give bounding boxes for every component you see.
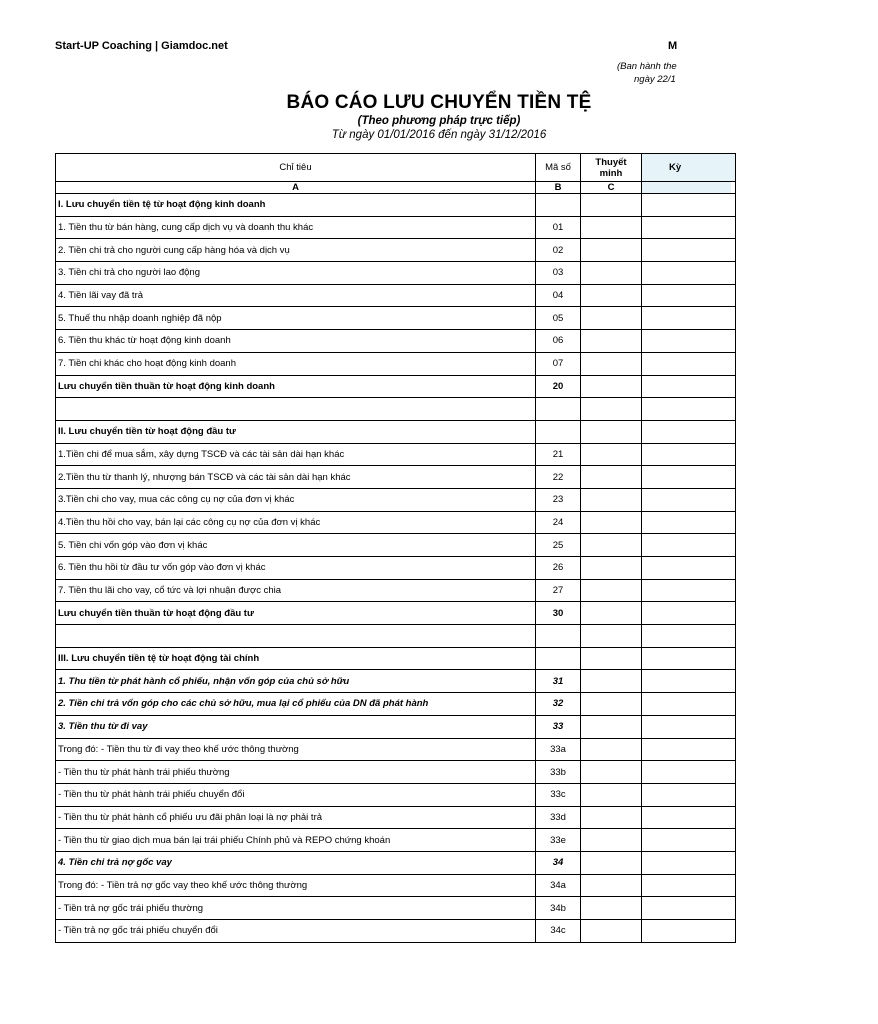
row-code-cell[interactable]: 34b: [536, 897, 581, 920]
row-note-cell[interactable]: [581, 874, 642, 897]
row-note-cell[interactable]: [581, 693, 642, 716]
header-ky[interactable]: Kỳ: [642, 154, 736, 182]
row-note-cell[interactable]: [581, 216, 642, 239]
row-note-cell[interactable]: [581, 330, 642, 353]
row-note-cell[interactable]: [581, 511, 642, 534]
row-label-cell[interactable]: - Tiền thu từ phát hành cổ phiếu ưu đãi phân loại là nợ phải trả: [56, 806, 536, 829]
letter-b[interactable]: B: [536, 182, 581, 194]
table-row: [56, 783, 736, 806]
row-label-cell[interactable]: 1.Tiền chi để mua sắm, xây dựng TSCĐ và các tài sản dài hạn khác: [56, 443, 536, 466]
row-value-cell[interactable]: [642, 715, 736, 738]
letter-a[interactable]: A: [56, 182, 536, 194]
row-label-cell[interactable]: I. Lưu chuyển tiền tệ từ hoạt động kinh doanh: [56, 194, 536, 217]
row-code-cell[interactable]: 04: [536, 284, 581, 307]
row-label-cell[interactable]: III. Lưu chuyển tiền tệ từ hoạt động tài chính: [56, 647, 536, 670]
row-value-cell[interactable]: [642, 874, 736, 897]
row-label-cell[interactable]: 6. Tiền thu khác từ hoạt động kinh doanh: [56, 330, 536, 353]
row-note-cell[interactable]: [581, 443, 642, 466]
row-note-cell[interactable]: [581, 262, 642, 285]
row-code-cell[interactable]: 32: [536, 693, 581, 716]
row-note-cell[interactable]: [581, 239, 642, 262]
row-label-cell[interactable]: - Tiền thu từ phát hành trái phiếu chuyển đổi: [56, 783, 536, 806]
table-letter-row: [56, 182, 736, 194]
row-code-cell[interactable]: 34c: [536, 920, 581, 943]
table-row: [56, 647, 736, 670]
row-value-cell[interactable]: [642, 534, 736, 557]
row-label-cell[interactable]: 3. Tiền chi trả cho người lao động: [56, 262, 536, 285]
row-label-cell[interactable]: - Tiền trả nợ gốc trái phiếu thường: [56, 897, 536, 920]
report-title: BÁO CÁO LƯU CHUYỂN TIỀN TỆ: [286, 92, 592, 113]
row-value-cell[interactable]: [642, 602, 736, 625]
table-row: [56, 715, 736, 738]
row-label-cell[interactable]: II. Lưu chuyển tiền từ hoạt động đầu tư: [56, 420, 536, 443]
row-value-cell[interactable]: [642, 420, 736, 443]
row-label-cell[interactable]: Lưu chuyển tiền thuần từ hoạt động đầu tư: [56, 602, 536, 625]
row-code-cell[interactable]: 23: [536, 488, 581, 511]
row-value-cell[interactable]: [642, 783, 736, 806]
row-label-cell[interactable]: 4. Tiền lãi vay đã trả: [56, 284, 536, 307]
row-label-cell[interactable]: 7. Tiền chi khác cho hoạt động kinh doanh: [56, 352, 536, 375]
row-code-cell[interactable]: 21: [536, 443, 581, 466]
table-header-row: [56, 154, 736, 182]
row-label-cell[interactable]: 5. Tiền chi vốn góp vào đơn vị khác: [56, 534, 536, 557]
row-label-cell[interactable]: 2. Tiền chi trả cho người cung cấp hàng hóa và dịch vụ: [56, 239, 536, 262]
row-code-cell[interactable]: 31: [536, 670, 581, 693]
row-value-cell[interactable]: [642, 920, 736, 943]
table-row: [56, 761, 736, 784]
row-label-cell[interactable]: [56, 398, 536, 421]
row-code-cell[interactable]: 34: [536, 851, 581, 874]
row-label-cell[interactable]: 7. Tiền thu lãi cho vay, cổ tức và lợi nhuận được chia: [56, 579, 536, 602]
row-value-cell[interactable]: [642, 851, 736, 874]
table-row: [56, 488, 736, 511]
row-value-cell[interactable]: [642, 466, 736, 489]
row-note-cell[interactable]: [581, 488, 642, 511]
row-code-cell[interactable]: [536, 398, 581, 421]
row-label-cell[interactable]: 1. Thu tiền từ phát hành cổ phiếu, nhận vốn góp của chủ sở hữu: [56, 670, 536, 693]
row-code-cell[interactable]: 30: [536, 602, 581, 625]
row-note-cell[interactable]: [581, 783, 642, 806]
row-note-cell[interactable]: [581, 851, 642, 874]
letter-c[interactable]: C: [581, 182, 642, 194]
row-label-cell[interactable]: 5. Thuế thu nhập doanh nghiệp đã nộp: [56, 307, 536, 330]
table-row: [56, 443, 736, 466]
row-code-cell[interactable]: 24: [536, 511, 581, 534]
header-thuyet-minh[interactable]: Thuyết minh: [581, 154, 642, 182]
row-label-cell[interactable]: 4. Tiền chi trả nợ gốc vay: [56, 851, 536, 874]
row-code-cell[interactable]: 33d: [536, 806, 581, 829]
row-label-cell[interactable]: - Tiền thu từ giao dịch mua bán lại trái phiếu Chính phủ và REPO chứng khoán: [56, 829, 536, 852]
row-label-cell[interactable]: Lưu chuyển tiền thuần từ hoạt động kinh doanh: [56, 375, 536, 398]
table-row: [56, 375, 736, 398]
table-row: [56, 511, 736, 534]
row-label-cell[interactable]: 3.Tiền chi cho vay, mua các công cụ nợ của đơn vị khác: [56, 488, 536, 511]
table-row: [56, 262, 736, 285]
row-code-cell[interactable]: [536, 625, 581, 648]
row-note-cell[interactable]: [581, 920, 642, 943]
row-note-cell[interactable]: [581, 761, 642, 784]
table-row: [56, 670, 736, 693]
row-note-cell[interactable]: [581, 625, 642, 648]
issuance-note-line1: (Ban hành the: [617, 61, 677, 72]
row-label-cell[interactable]: 3. Tiền thu từ đi vay: [56, 715, 536, 738]
row-code-cell[interactable]: 01: [536, 216, 581, 239]
row-note-cell[interactable]: [581, 307, 642, 330]
row-code-cell[interactable]: 33e: [536, 829, 581, 852]
row-label-cell[interactable]: 1. Tiền thu từ bán hàng, cung cấp dịch vụ và doanh thu khác: [56, 216, 536, 239]
row-note-cell[interactable]: [581, 670, 642, 693]
row-value-cell[interactable]: [642, 398, 736, 421]
table-row: [56, 534, 736, 557]
row-code-cell[interactable]: 34a: [536, 874, 581, 897]
row-value-cell[interactable]: [642, 488, 736, 511]
row-note-cell[interactable]: [581, 897, 642, 920]
row-note-cell[interactable]: [581, 579, 642, 602]
row-code-cell[interactable]: 02: [536, 239, 581, 262]
table-row: [56, 693, 736, 716]
row-note-cell[interactable]: [581, 352, 642, 375]
row-code-cell[interactable]: [536, 194, 581, 217]
row-code-cell[interactable]: 33b: [536, 761, 581, 784]
row-note-cell[interactable]: [581, 602, 642, 625]
row-label-cell[interactable]: 2. Tiền chi trả vốn góp cho các chủ sở hữu, mua lại cổ phiếu của DN đã phát hành: [56, 693, 536, 716]
table-row: [56, 194, 736, 217]
table-row: [56, 738, 736, 761]
row-code-cell[interactable]: [536, 420, 581, 443]
row-code-cell[interactable]: [536, 647, 581, 670]
row-code-cell[interactable]: 20: [536, 375, 581, 398]
row-code-cell[interactable]: 05: [536, 307, 581, 330]
row-note-cell[interactable]: [581, 194, 642, 217]
row-code-cell[interactable]: 26: [536, 557, 581, 580]
row-value-cell[interactable]: [642, 670, 736, 693]
table-row: [56, 307, 736, 330]
row-note-cell[interactable]: [581, 806, 642, 829]
row-value-cell[interactable]: [642, 216, 736, 239]
report-method: (Theo phương pháp trực tiếp): [357, 115, 521, 127]
row-note-cell[interactable]: [581, 647, 642, 670]
cash-flow-table: [55, 153, 736, 943]
row-code-cell[interactable]: 33a: [536, 738, 581, 761]
row-value-cell[interactable]: [642, 352, 736, 375]
row-note-cell[interactable]: [581, 420, 642, 443]
row-note-cell[interactable]: [581, 715, 642, 738]
row-label-cell[interactable]: Trong đó: - Tiền thu từ đi vay theo khế ước thông thường: [56, 738, 536, 761]
table-row: [56, 466, 736, 489]
row-label-cell[interactable]: [56, 625, 536, 648]
table-row: [56, 284, 736, 307]
row-value-cell[interactable]: [642, 284, 736, 307]
row-value-cell[interactable]: [642, 443, 736, 466]
header-chi-tieu[interactable]: Chỉ tiêu: [56, 154, 536, 182]
row-label-cell[interactable]: 2.Tiền thu từ thanh lý, nhượng bán TSCĐ và các tài sản dài hạn khác: [56, 466, 536, 489]
row-value-cell[interactable]: [642, 307, 736, 330]
row-label-cell[interactable]: - Tiền trả nợ gốc trái phiếu chuyển đổi: [56, 920, 536, 943]
table-row: [56, 625, 736, 648]
row-note-cell[interactable]: [581, 284, 642, 307]
row-label-cell[interactable]: 6. Tiền thu hồi từ đầu tư vốn góp vào đơn vị khác: [56, 557, 536, 580]
row-code-cell[interactable]: 33c: [536, 783, 581, 806]
row-value-cell[interactable]: [642, 194, 736, 217]
row-value-cell[interactable]: [642, 262, 736, 285]
row-value-cell[interactable]: [642, 829, 736, 852]
row-code-cell[interactable]: 06: [536, 330, 581, 353]
row-label-cell[interactable]: Trong đó: - Tiền trả nợ gốc vay theo khế ước thông thường: [56, 874, 536, 897]
row-note-cell[interactable]: [581, 829, 642, 852]
row-value-cell[interactable]: [642, 579, 736, 602]
row-value-cell[interactable]: [642, 738, 736, 761]
row-value-cell[interactable]: [642, 625, 736, 648]
company-header: Start-UP Coaching | Giamdoc.net: [55, 40, 228, 52]
table-row: [56, 602, 736, 625]
row-value-cell[interactable]: [642, 375, 736, 398]
row-code-cell[interactable]: 07: [536, 352, 581, 375]
table-row: [56, 398, 736, 421]
row-note-cell[interactable]: [581, 466, 642, 489]
row-value-cell[interactable]: [642, 647, 736, 670]
row-note-cell[interactable]: [581, 398, 642, 421]
table-row: [56, 829, 736, 852]
row-value-cell[interactable]: [642, 239, 736, 262]
form-code-header: M: [668, 40, 678, 52]
table-row: [56, 920, 736, 943]
row-code-cell[interactable]: 25: [536, 534, 581, 557]
table-row: [56, 239, 736, 262]
table-row: [56, 330, 736, 353]
header-ma-so[interactable]: Mã số: [536, 154, 581, 182]
table-row: [56, 579, 736, 602]
row-code-cell[interactable]: 27: [536, 579, 581, 602]
table-row: [56, 420, 736, 443]
issuance-note-line2: ngày 22/1: [634, 74, 676, 85]
report-period: Từ ngày 01/01/2016 đến ngày 31/12/2016: [331, 129, 547, 141]
row-value-cell[interactable]: [642, 511, 736, 534]
row-note-cell[interactable]: [581, 534, 642, 557]
table-row: [56, 216, 736, 239]
table-row: [56, 806, 736, 829]
table-row: [56, 352, 736, 375]
row-value-cell[interactable]: [642, 761, 736, 784]
row-label-cell[interactable]: 4.Tiền thu hồi cho vay, bán lại các công cụ nợ của đơn vị khác: [56, 511, 536, 534]
table-row: [56, 851, 736, 874]
row-value-cell[interactable]: [642, 693, 736, 716]
row-code-cell[interactable]: 03: [536, 262, 581, 285]
row-code-cell[interactable]: 22: [536, 466, 581, 489]
table-row: [56, 557, 736, 580]
row-value-cell[interactable]: [642, 897, 736, 920]
row-note-cell[interactable]: [581, 375, 642, 398]
row-note-cell[interactable]: [581, 557, 642, 580]
row-value-cell[interactable]: [642, 806, 736, 829]
row-label-cell[interactable]: - Tiền thu từ phát hành trái phiếu thường: [56, 761, 536, 784]
row-code-cell[interactable]: 33: [536, 715, 581, 738]
row-note-cell[interactable]: [581, 738, 642, 761]
table-row: [56, 897, 736, 920]
row-value-cell[interactable]: [642, 330, 736, 353]
table-row: [56, 874, 736, 897]
row-value-cell[interactable]: [642, 557, 736, 580]
letter-d[interactable]: [642, 182, 736, 194]
